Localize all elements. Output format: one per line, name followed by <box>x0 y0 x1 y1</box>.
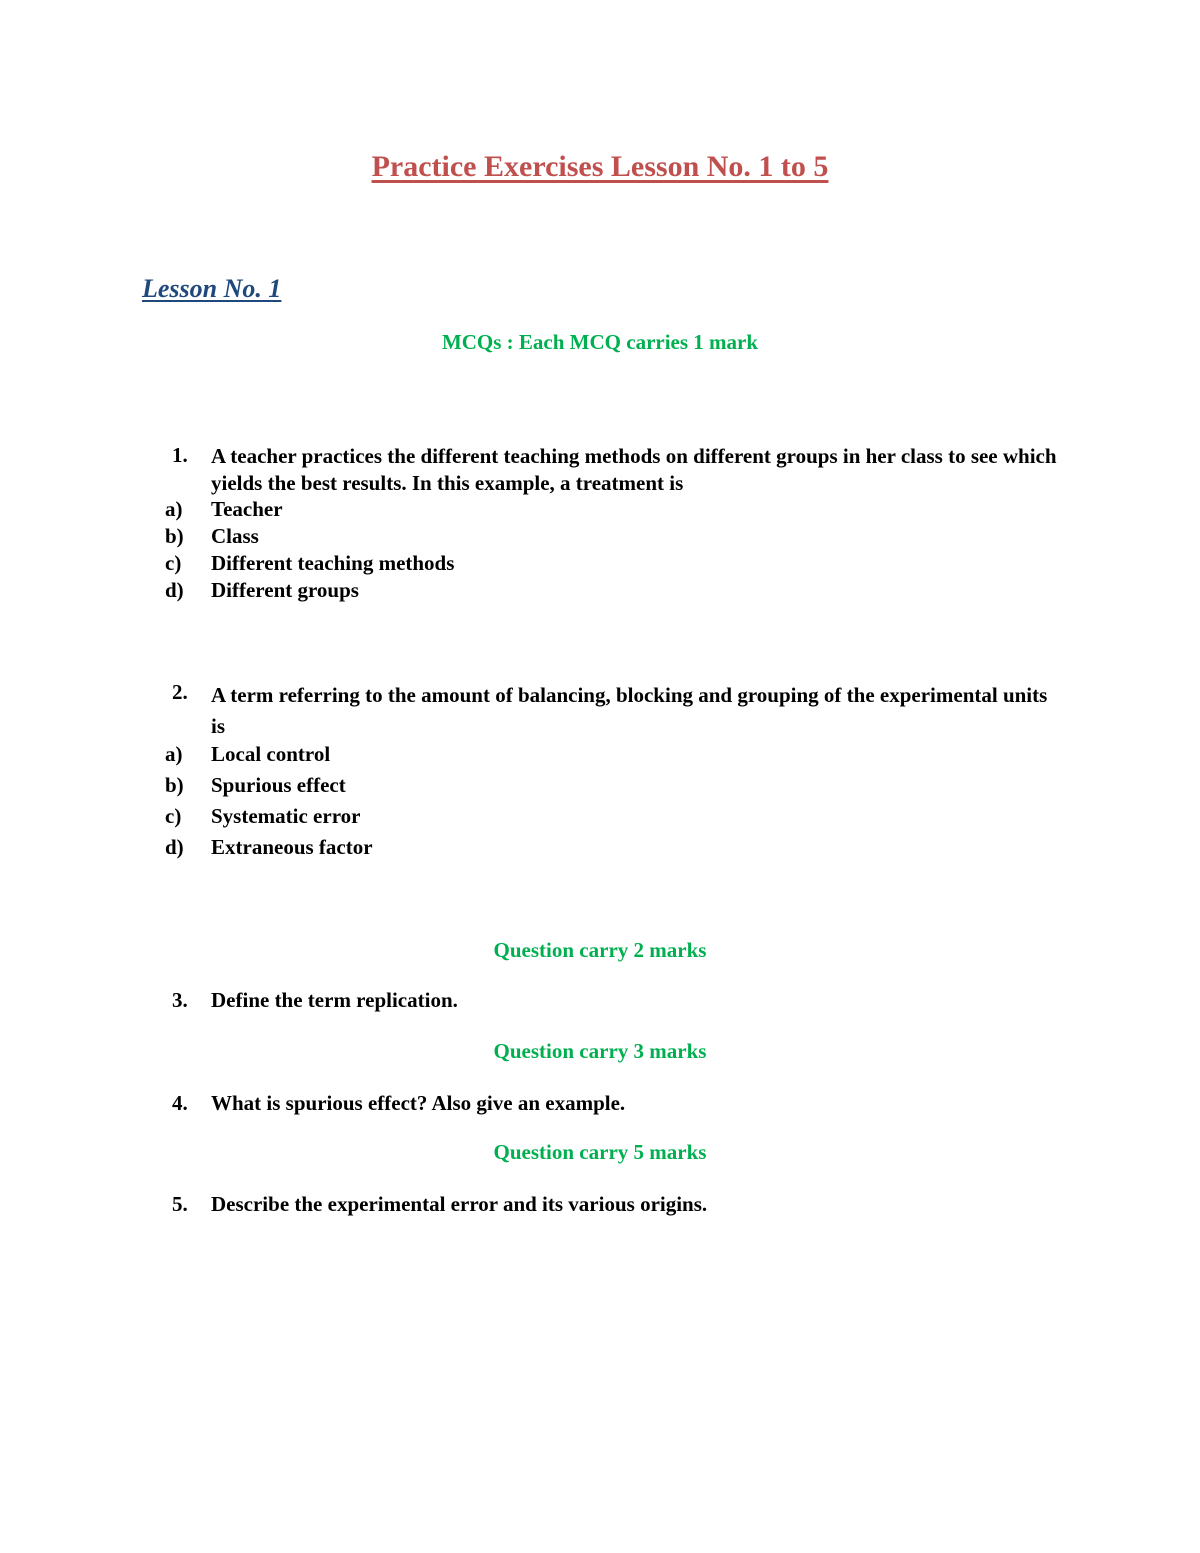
question-2-option-b: Spurious effect <box>211 773 346 797</box>
question-2-option-a-letter: a) <box>165 742 183 766</box>
question-1-option-b: Class <box>211 524 259 548</box>
question-2-option-c-letter: c) <box>165 804 182 828</box>
question-5-number: 5. <box>172 1192 188 1216</box>
question-2-option-a: Local control <box>211 742 331 766</box>
question-1-number: 1. <box>172 443 188 467</box>
question-3-text: Define the term replication. <box>211 988 458 1012</box>
two-marks-heading: Question carry 2 marks <box>493 938 707 962</box>
question-2-option-d-letter: d) <box>165 835 184 859</box>
question-4-number: 4. <box>172 1091 188 1115</box>
mcq-section-heading: MCQs : Each MCQ carries 1 mark <box>441 330 759 354</box>
question-1-text: A teacher practices the different teaching methods on different groups in her class to see which yields the best results. In this example, a treatment is <box>211 444 1057 495</box>
question-1-option-c-letter: c) <box>165 551 182 575</box>
three-marks-heading: Question carry 3 marks <box>493 1039 707 1063</box>
question-3-number: 3. <box>172 988 188 1012</box>
lesson-heading: Lesson No. 1 <box>142 274 282 303</box>
question-1-option-a: Teacher <box>211 497 283 521</box>
question-5-text: Describe the experimental error and its various origins. <box>211 1192 708 1216</box>
question-1-option-b-letter: b) <box>165 524 184 548</box>
question-4-text: What is spurious effect? Also give an example. <box>211 1091 626 1115</box>
document-title: Practice Exercises Lesson No. 1 to 5 <box>371 150 829 183</box>
question-1-option-c: Different teaching methods <box>211 551 455 575</box>
question-2-text: A term referring to the amount of balancing, blocking and grouping of the experimental units is <box>211 683 1048 738</box>
five-marks-heading: Question carry 5 marks <box>493 1140 707 1164</box>
question-1-option-d-letter: d) <box>165 578 184 602</box>
question-2-number: 2. <box>172 680 188 704</box>
question-2-option-d: Extraneous factor <box>211 835 373 859</box>
question-1-option-a-letter: a) <box>165 497 183 521</box>
question-2-option-b-letter: b) <box>165 773 184 797</box>
question-2-option-c: Systematic error <box>211 804 361 828</box>
question-1-option-d: Different groups <box>211 578 359 602</box>
